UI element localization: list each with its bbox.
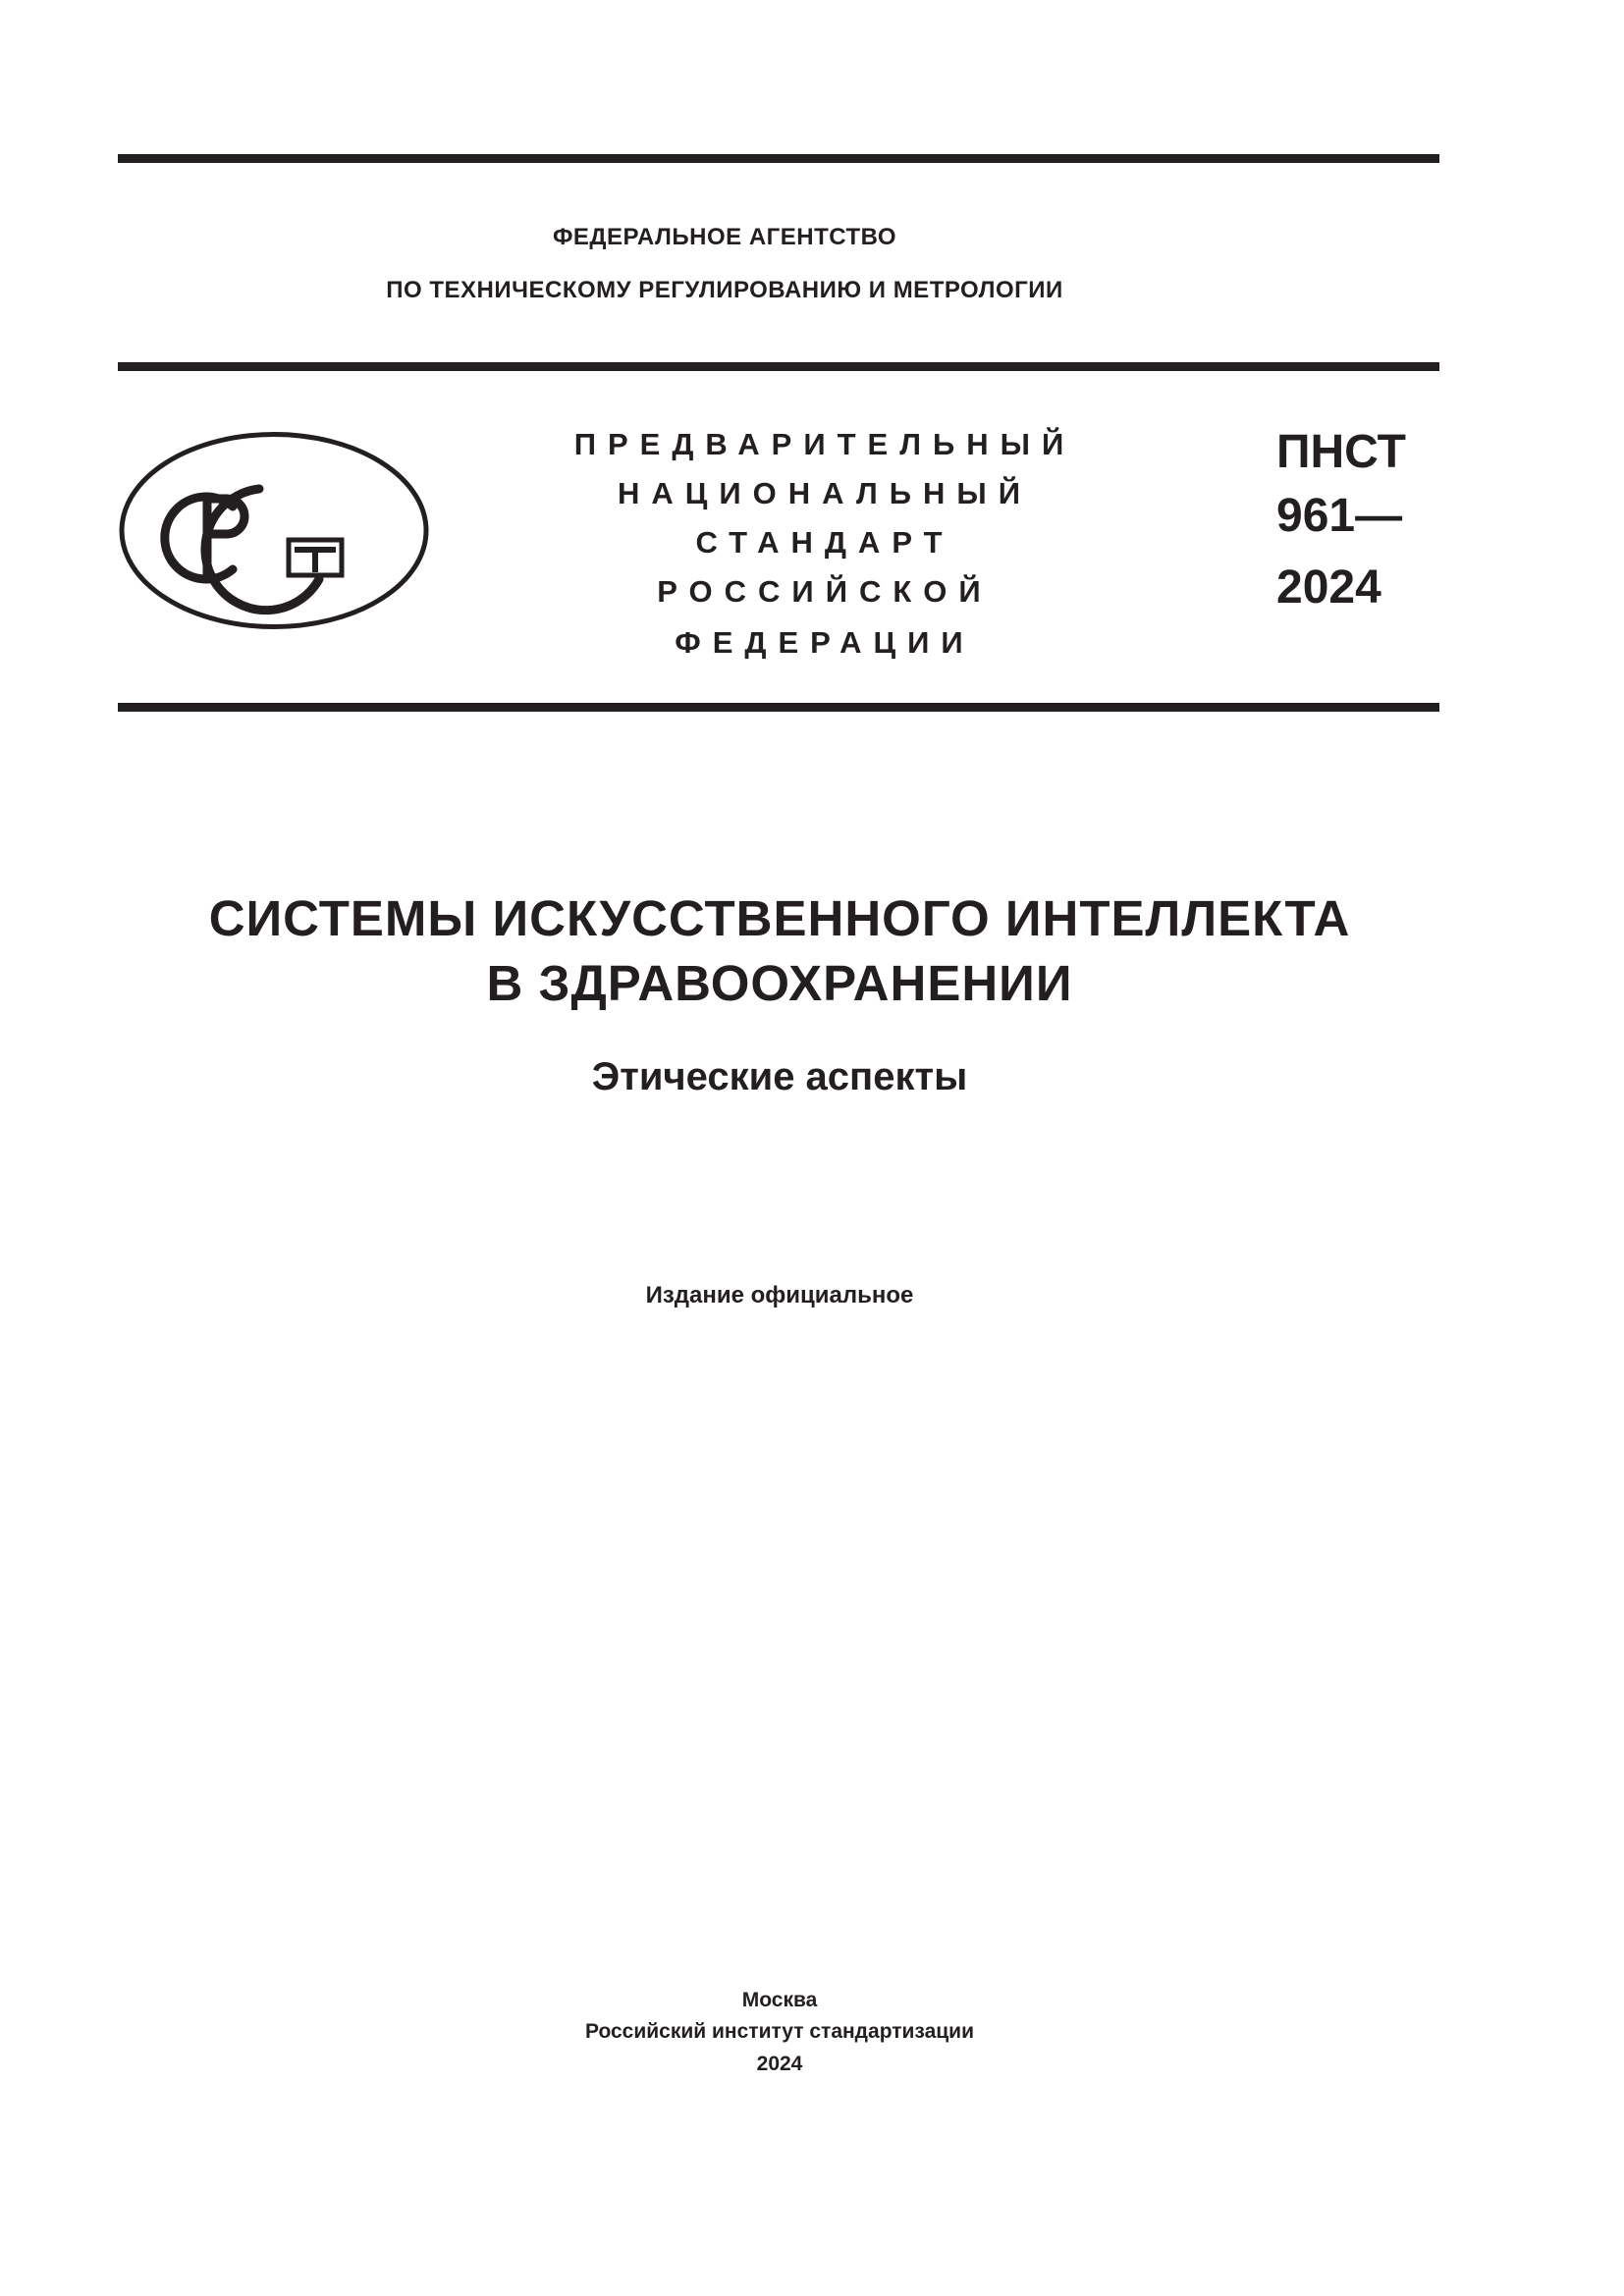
top-rule (118, 154, 1439, 163)
header-rule (118, 362, 1439, 371)
document-subtitle: Этические аспекты (591, 1055, 968, 1098)
gost-r-mark-logo (117, 430, 431, 631)
document-title-line-2: В ЗДРАВООХРАНЕНИИ (486, 955, 1073, 1011)
standard-kind-line-1: ПРЕДВАРИТЕЛЬНЫЙ (573, 427, 1076, 461)
agency-name-line-1: ФЕДЕРАЛЬНОЕ АГЕНТСТВО (552, 224, 897, 250)
designation-year: 2024 (1276, 561, 1381, 614)
standard-kind-line-4: РОССИЙСКОЙ (657, 574, 993, 609)
masthead-rule (118, 703, 1439, 712)
standard-kind-line-3: СТАНДАРТ (695, 525, 954, 560)
document-title-line-1: СИСТЕМЫ ИСКУССТВЕННОГО ИНТЕЛЛЕКТА (208, 890, 1351, 946)
imprint-year: 2024 (756, 2053, 803, 2075)
imprint-publisher: Российский институт стандартизации (584, 2020, 975, 2043)
standard-kind-line-2: НАЦИОНАЛЬНЫЙ (617, 476, 1033, 510)
edition-note: Издание официальное (645, 1282, 914, 1308)
designation-prefix: ПНСТ (1276, 426, 1406, 478)
designation-number: 961— (1276, 490, 1403, 542)
standard-kind-line-5: ФЕДЕРАЦИИ (675, 625, 975, 660)
agency-name-line-2: ПО ТЕХНИЧЕСКОМУ РЕГУЛИРОВАНИЮ И МЕТРОЛОГИИ (386, 277, 1063, 303)
imprint-city: Москва (741, 1989, 818, 2011)
